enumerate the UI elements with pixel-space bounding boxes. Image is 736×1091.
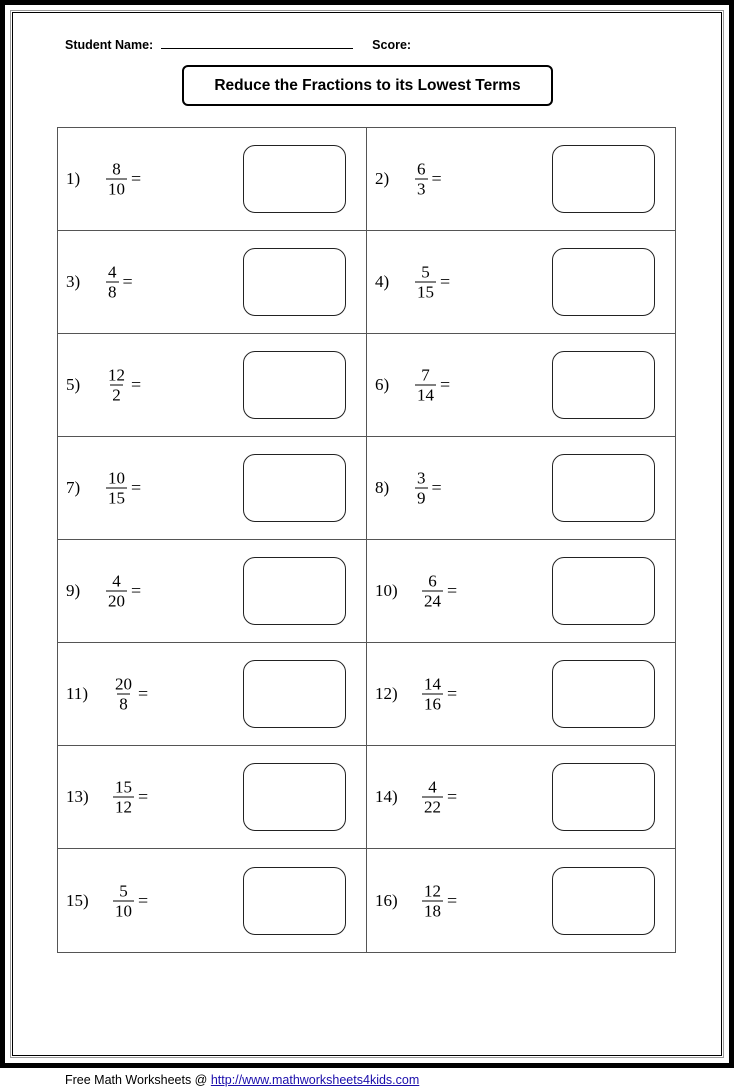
numerator: 3 [417,468,426,488]
denominator: 22 [424,797,441,817]
problem-cell [58,643,367,746]
fraction-expression [113,675,148,714]
problem-cell [58,437,367,540]
fraction-expression [422,572,457,611]
denominator: 20 [108,591,125,611]
numerator: 10 [108,468,125,488]
denominator: 8 [108,282,117,302]
problem-number: 12) [375,684,398,703]
fraction [106,572,127,611]
fraction-expression [415,469,442,508]
fraction-expression [106,469,141,508]
numerator: 12 [424,881,441,900]
equals-sign: = [131,168,142,189]
fraction-expression [422,778,457,817]
problem-cell [58,849,367,952]
fraction [422,572,443,611]
answer-box[interactable] [243,351,346,419]
problem-cell [58,334,367,437]
numerator: 15 [115,777,132,797]
equals-sign: = [447,580,458,601]
problem-number: 15) [66,890,89,910]
fraction [106,160,127,199]
fraction-expression [106,366,141,405]
denominator: 18 [424,901,441,920]
numerator: 6 [417,159,426,179]
equals-sign: = [131,374,142,395]
problem-number: 14) [375,787,398,806]
equals-sign: = [431,477,442,498]
fraction-expression [113,881,148,920]
problem-number: 7) [66,478,81,497]
fraction-expression [415,366,450,405]
problem-number: 8) [375,478,390,497]
answer-box[interactable] [552,763,655,831]
answer-box[interactable] [243,454,346,522]
problem-number: 5) [66,375,81,394]
equals-sign: = [138,786,149,807]
problem-cell [58,540,367,643]
denominator: 2 [112,385,121,405]
answer-box[interactable] [552,557,655,625]
numerator: 8 [112,159,121,179]
fraction [113,778,134,817]
fraction [422,778,443,817]
problem-number: 9) [66,581,81,600]
problem-cell [367,437,675,540]
numerator: 4 [428,777,437,797]
problem-number: 4) [375,272,390,291]
fraction [113,675,134,714]
problem-number: 1) [66,169,81,188]
student-name-field[interactable] [161,36,353,49]
numerator: 4 [112,571,121,591]
fraction [422,675,443,714]
answer-box[interactable] [552,867,655,935]
answer-box[interactable] [243,557,346,625]
fraction-expression [415,160,442,199]
fraction-expression [422,675,457,714]
numerator: 6 [428,571,437,591]
problem-number: 2) [375,169,390,188]
fraction-expression [106,160,141,199]
fraction [106,366,127,405]
denominator: 14 [417,385,434,405]
student-name-label: Student Name: [65,38,154,52]
problem-cell [58,231,367,334]
score-label: Score: [372,38,412,52]
problem-number: 10) [375,581,398,600]
equals-sign: = [131,477,142,498]
answer-box[interactable] [552,454,655,522]
fraction-expression [113,778,148,817]
numerator: 7 [421,365,430,385]
equals-sign: = [447,890,458,910]
numerator: 5 [421,262,430,282]
worksheet-header [65,36,411,52]
problem-cell [58,128,367,231]
problem-grid [57,127,676,953]
fraction-expression [106,572,141,611]
denominator: 16 [424,694,441,714]
answer-box[interactable] [552,145,655,213]
answer-box[interactable] [243,867,346,935]
equals-sign: = [431,168,442,189]
fraction-expression [422,881,457,920]
problem-cell [367,231,675,334]
numerator: 12 [108,365,125,385]
answer-box[interactable] [552,660,655,728]
problem-cell [367,540,675,643]
answer-box[interactable] [243,248,346,316]
problem-cell [367,849,675,952]
fraction [113,881,134,920]
denominator: 12 [115,797,132,817]
answer-box[interactable] [243,763,346,831]
problem-cell [367,643,675,746]
fraction-expression [106,263,133,302]
fraction [422,881,443,920]
denominator: 3 [417,179,426,199]
denominator: 15 [417,282,434,302]
fraction [106,469,127,508]
denominator: 10 [115,901,132,920]
equals-sign: = [440,271,451,292]
equals-sign: = [122,271,133,292]
equals-sign: = [447,683,458,704]
denominator: 15 [108,488,125,508]
numerator: 20 [115,674,132,694]
answer-box[interactable] [552,351,655,419]
answer-box[interactable] [243,660,346,728]
footer-text: Free Math Worksheets @ [65,1073,211,1087]
fraction [415,366,436,405]
denominator: 9 [417,488,426,508]
footer [65,1073,419,1087]
numerator: 4 [108,262,117,282]
denominator: 10 [108,179,125,199]
denominator: 24 [424,591,441,611]
fraction [415,263,436,302]
fraction [106,263,119,302]
equals-sign: = [447,786,458,807]
problem-cell [367,746,675,849]
equals-sign: = [131,580,142,601]
problem-number: 11) [66,684,89,703]
problem-number: 16) [375,890,398,910]
numerator: 5 [119,881,128,900]
fraction [415,160,428,199]
problem-number: 13) [66,787,89,806]
answer-box[interactable] [243,145,346,213]
answer-box[interactable] [552,248,655,316]
fraction [415,469,428,508]
fraction-expression [415,263,450,302]
problem-number: 6) [375,375,390,394]
problem-number: 3) [66,272,81,291]
problem-cell [367,334,675,437]
equals-sign: = [138,683,149,704]
numerator: 14 [424,674,441,694]
denominator: 8 [119,694,128,714]
problem-cell [367,128,675,231]
footer-link[interactable]: http://www.mathworksheets4kids.com [210,1073,420,1087]
equals-sign: = [440,374,451,395]
equals-sign: = [138,890,149,910]
worksheet-title: Reduce the Fractions to its Lowest Terms [182,65,553,106]
problem-cell [58,746,367,849]
